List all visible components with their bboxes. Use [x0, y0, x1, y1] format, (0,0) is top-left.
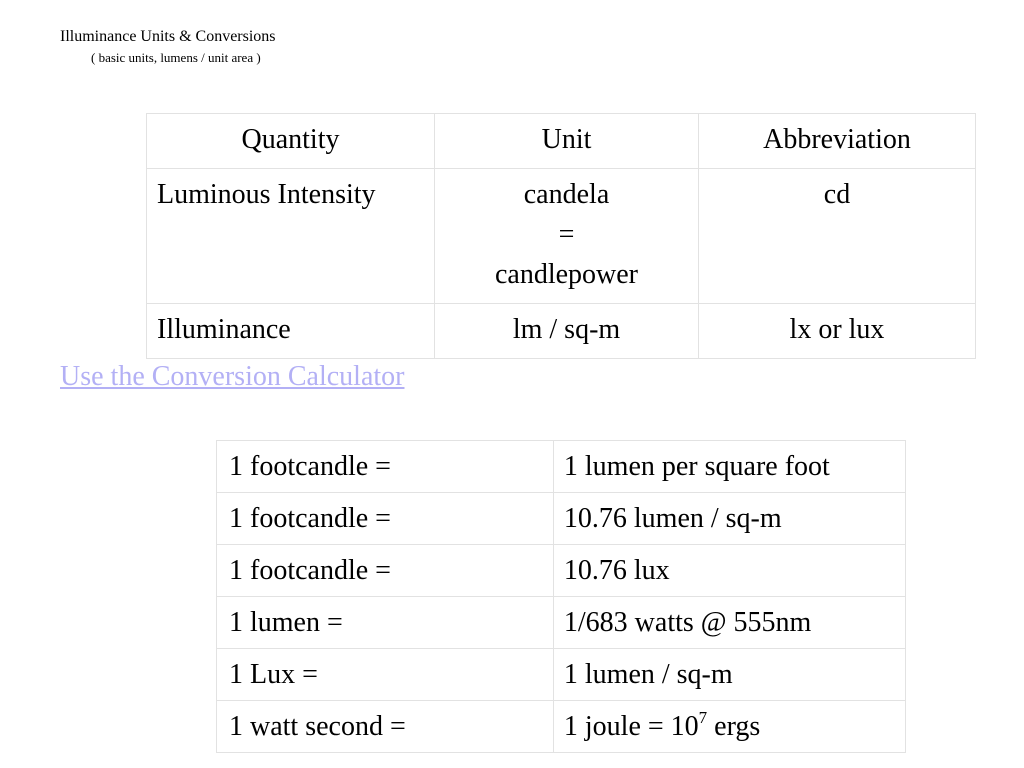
header-abbreviation: Abbreviation [699, 114, 976, 169]
page-subtitle: ( basic units, lumens / unit area ) [91, 50, 261, 65]
table-row [217, 649, 906, 701]
conversion-rhs: 1 lumen / sq-m [553, 649, 905, 701]
page-title: Illuminance Units & Conversions [60, 28, 276, 45]
table-row [147, 169, 976, 304]
conversion-rhs: 1/683 watts @ 555nm [553, 597, 905, 649]
abbreviation-cell: cd [699, 169, 976, 304]
conversion-calculator-link[interactable]: Use the Conversion Calculator [60, 361, 405, 392]
conversion-lhs: 1 footcandle = [217, 493, 554, 545]
conversion-lhs: 1 footcandle = [217, 545, 554, 597]
conversion-rhs: 1 lumen per square foot [553, 441, 905, 493]
table-header-row [147, 114, 976, 169]
unit-line: candela [523, 179, 610, 210]
table-row [217, 545, 906, 597]
rhs-exponent: 7 [698, 708, 708, 727]
units-table [146, 113, 976, 359]
conversion-lhs: 1 Lux = [217, 649, 554, 701]
conversion-lhs: 1 footcandle = [217, 441, 554, 493]
conversion-rhs [553, 701, 905, 753]
quantity-cell: Luminous Intensity [147, 169, 435, 304]
conversion-rhs: 10.76 lux [553, 545, 905, 597]
header-unit: Unit [435, 114, 699, 169]
abbreviation-cell: lx or lux [699, 304, 976, 359]
rhs-base: 1 joule = 10 [563, 711, 699, 742]
quantity-cell: Illuminance [147, 304, 435, 359]
conversion-lhs: 1 watt second = [217, 701, 554, 753]
table-row [147, 304, 976, 359]
conversion-table [216, 440, 906, 753]
rhs-suffix: ergs [707, 711, 761, 742]
unit-cell: lm / sq-m [435, 304, 699, 359]
table-row [217, 441, 906, 493]
conversion-rhs: 10.76 lumen / sq-m [553, 493, 905, 545]
unit-line: candlepower [494, 259, 639, 290]
conversion-lhs: 1 lumen = [217, 597, 554, 649]
table-row [217, 597, 906, 649]
header-quantity: Quantity [147, 114, 435, 169]
unit-cell [435, 169, 699, 304]
table-row [217, 493, 906, 545]
unit-line: = [558, 219, 575, 250]
table-row [217, 701, 906, 753]
